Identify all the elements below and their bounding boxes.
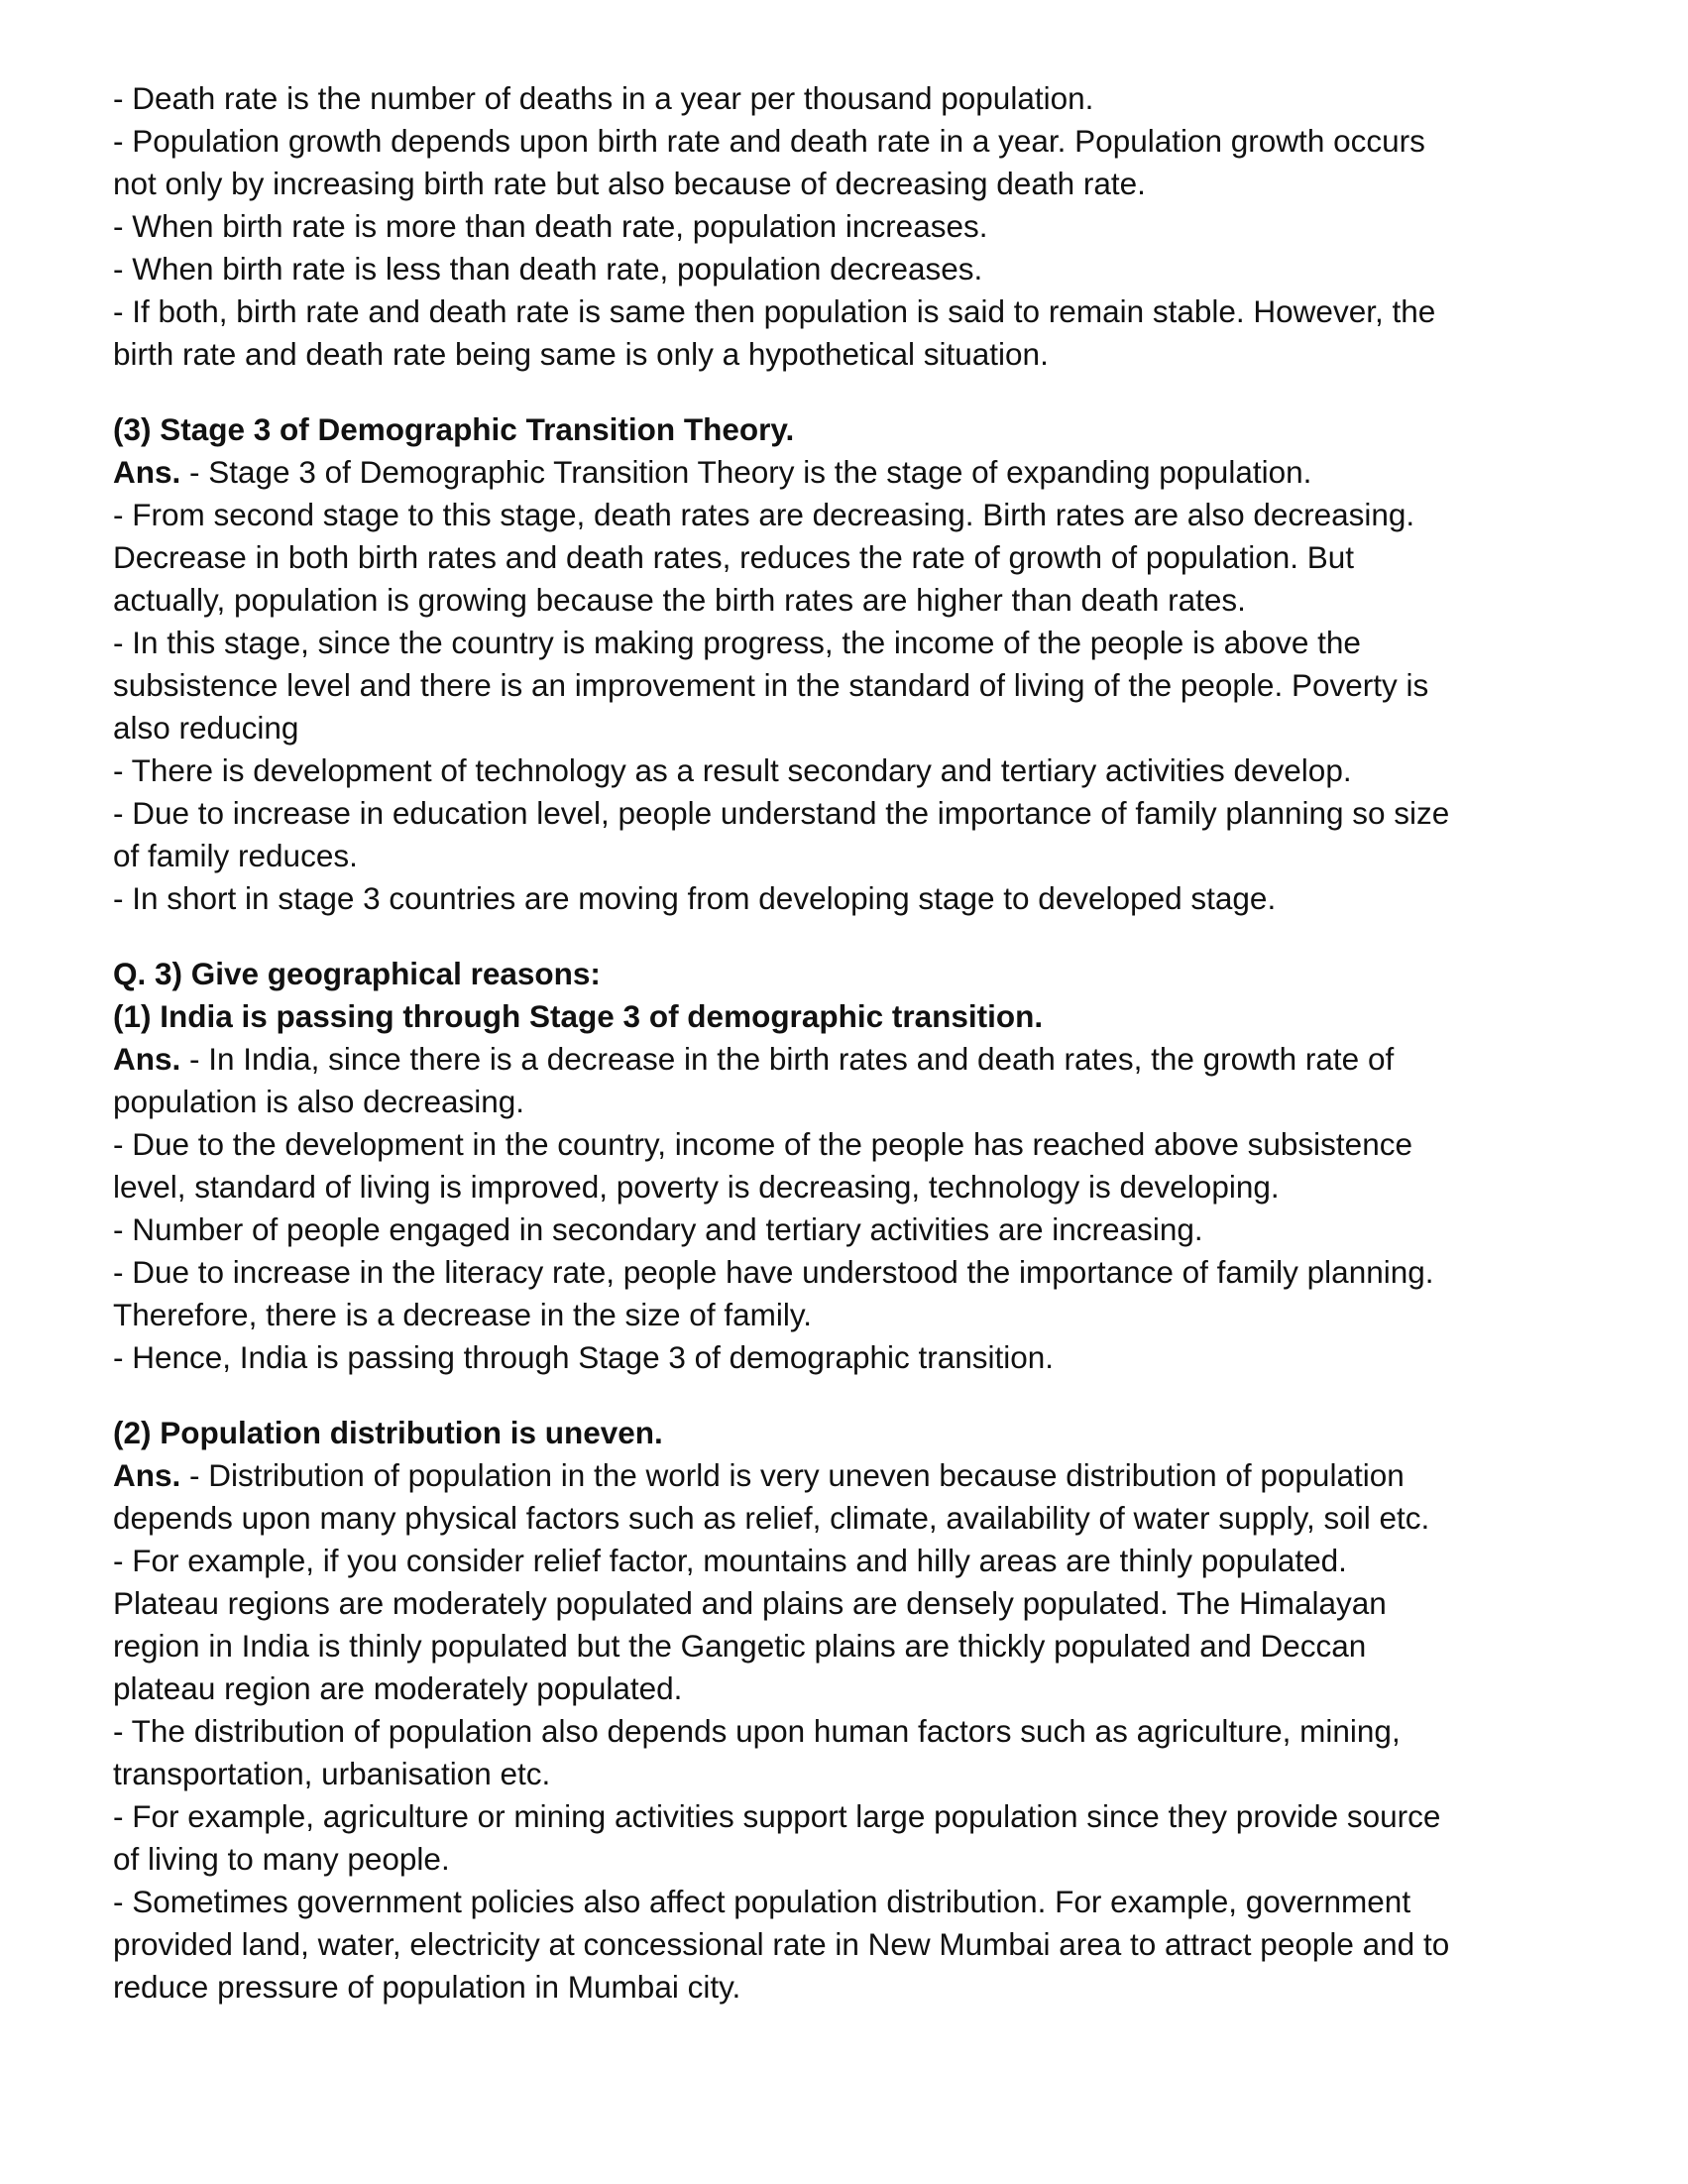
text-line: - For example, agriculture or mining activities support large population since they provide source xyxy=(113,1798,1441,1834)
answer-first-line xyxy=(113,1454,1600,1497)
text-line: also reducing xyxy=(113,710,299,746)
text-line: - In this stage, since the country is making progress, the income of the people is above the xyxy=(113,625,1361,660)
text-line: birth rate and death rate being same is only a hypothetical situation. xyxy=(113,336,1049,372)
text-line: - When birth rate is less than death rate, population decreases. xyxy=(113,251,983,287)
answer-text: - Stage 3 of Demographic Transition Theory is the stage of expanding population. xyxy=(180,454,1312,490)
text-line: transportation, urbanisation etc. xyxy=(113,1756,551,1791)
text-line: - From second stage to this stage, death rates are decreasing. Birth rates are also decreasing. xyxy=(113,497,1415,532)
section-heading: (3) Stage 3 of Demographic Transition Theory. xyxy=(113,411,795,447)
text-line: Decrease in both birth rates and death rates, reduces the rate of growth of population. But xyxy=(113,539,1355,575)
answer-first-line xyxy=(113,451,1600,494)
document-page xyxy=(113,77,1600,2041)
text-line: - Due to the development in the country, income of the people has reached above subsistence xyxy=(113,1126,1412,1162)
text-line: - In short in stage 3 countries are moving from developing stage to developed stage. xyxy=(113,880,1277,916)
text-line: not only by increasing birth rate but also because of decreasing death rate. xyxy=(113,166,1146,201)
text-line: - Due to increase in education level, people understand the importance of family planning so size xyxy=(113,795,1450,831)
intro-block xyxy=(113,77,1600,376)
text-line: - When birth rate is more than death rate, population increases. xyxy=(113,208,988,244)
section-heading: (2) Population distribution is uneven. xyxy=(113,1415,663,1450)
text-line: Plateau regions are moderately populated and plains are densely populated. The Himalayan xyxy=(113,1585,1387,1621)
text-line: subsistence level and there is an improvement in the standard of living of the people. Poverty is xyxy=(113,667,1429,703)
text-line: - Sometimes government policies also affect population distribution. For example, government xyxy=(113,1884,1411,1919)
answer-text: - In India, since there is a decrease in the birth rates and death rates, the growth rate of xyxy=(180,1041,1395,1077)
text-line: provided land, water, electricity at concessional rate in New Mumbai area to attract people and to xyxy=(113,1926,1450,1962)
answer-first-line xyxy=(113,1038,1600,1081)
text-line: reduce pressure of population in Mumbai city. xyxy=(113,1969,741,2005)
text-line: - There is development of technology as a result secondary and tertiary activities develop. xyxy=(113,752,1352,788)
text-line: level, standard of living is improved, poverty is decreasing, technology is developing. xyxy=(113,1169,1280,1205)
ans-label: Ans. xyxy=(113,1041,181,1077)
text-line: plateau region are moderately populated. xyxy=(113,1670,683,1706)
question-heading: Q. 3) Give geographical reasons: xyxy=(113,956,601,991)
ans-label: Ans. xyxy=(113,1457,181,1493)
text-line: - Due to increase in the literacy rate, people have understood the importance of family planning. xyxy=(113,1254,1434,1290)
text-line: depends upon many physical factors such as relief, climate, availability of water supply, soil etc. xyxy=(113,1500,1430,1536)
section-heading: (1) India is passing through Stage 3 of demographic transition. xyxy=(113,998,1044,1034)
text-line: region in India is thinly populated but the Gangetic plains are thickly populated and Deccan xyxy=(113,1628,1367,1664)
text-line: population is also decreasing. xyxy=(113,1084,525,1119)
text-line: - Number of people engaged in secondary and tertiary activities are increasing. xyxy=(113,1211,1203,1247)
ans-label: Ans. xyxy=(113,454,181,490)
text-line: of living to many people. xyxy=(113,1841,450,1877)
text-line: - Population growth depends upon birth rate and death rate in a year. Population growth occurs xyxy=(113,123,1425,159)
text-line: of family reduces. xyxy=(113,838,358,873)
distribution-section xyxy=(113,1412,1600,2009)
text-line: - The distribution of population also depends upon human factors such as agriculture, mining, xyxy=(113,1713,1401,1749)
text-line: Therefore, there is a decrease in the size of family. xyxy=(113,1297,812,1332)
text-line: - Hence, India is passing through Stage 3 of demographic transition. xyxy=(113,1339,1055,1375)
text-line: - If both, birth rate and death rate is same then population is said to remain stable. However, the xyxy=(113,293,1436,329)
answer-text: - Distribution of population in the world is very uneven because distribution of population xyxy=(180,1457,1405,1493)
text-line: actually, population is growing because the birth rates are higher than death rates. xyxy=(113,582,1246,618)
text-line: - For example, if you consider relief factor, mountains and hilly areas are thinly populated. xyxy=(113,1543,1347,1578)
stage3-section xyxy=(113,408,1600,920)
q3-india-section xyxy=(113,953,1600,1379)
text-line: - Death rate is the number of deaths in a year per thousand population. xyxy=(113,80,1094,116)
